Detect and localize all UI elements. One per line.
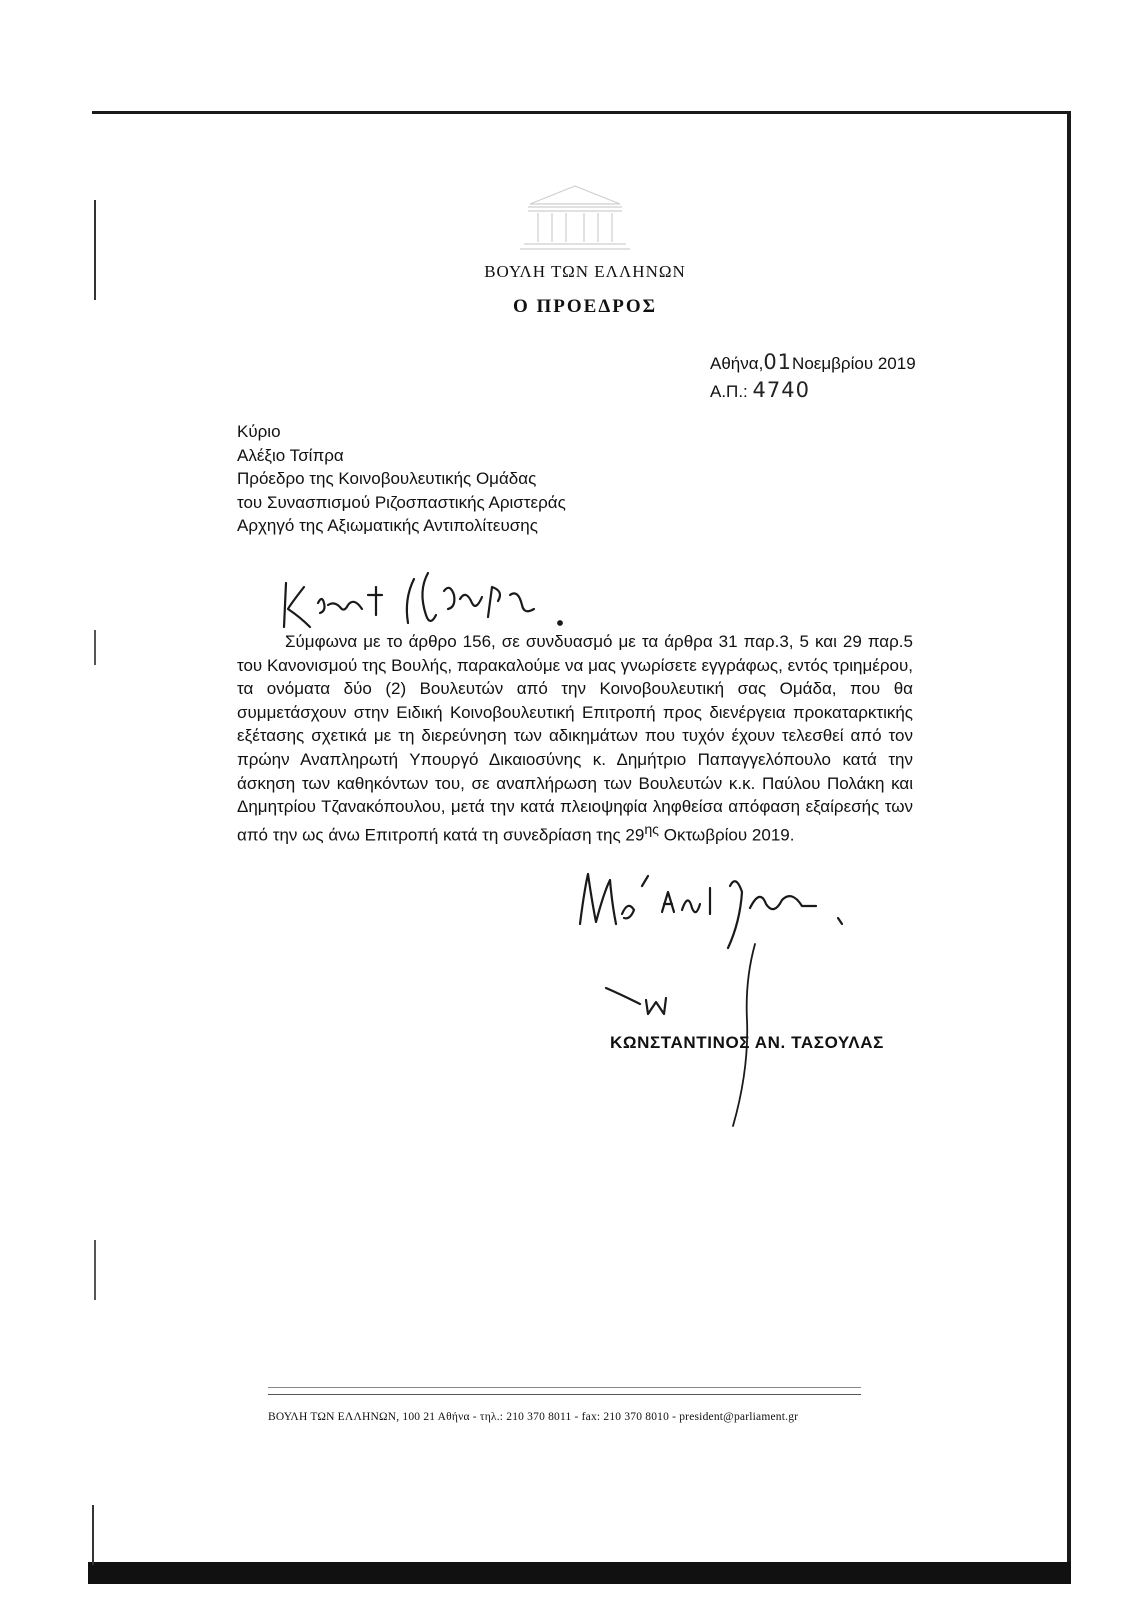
footer-rule	[268, 1387, 861, 1388]
recipient-line: Πρόεδρο της Κοινοβουλευτικής Ομάδας	[237, 469, 537, 488]
frame-left-mark	[94, 200, 96, 300]
date-line	[710, 350, 916, 374]
footer-contact: ΒΟΥΛΗ ΤΩΝ ΕΛΛΗΝΩΝ, 100 21 Αθήνα - τηλ.: 210 370 8011 - fax: 210 370 8010 - president@parliament.gr	[268, 1411, 799, 1423]
recipient-line: Αρχηγό της Αξιωματικής Αντιπολίτευσης	[237, 516, 538, 535]
handwritten-salutation	[278, 565, 608, 637]
signatory-name: ΚΩΝΣΤΑΝΤΙΝΟΣ ΑΝ. ΤΑΣΟΥΛΑΣ	[610, 1033, 884, 1052]
protocol-number-handwritten: 4740	[752, 378, 810, 402]
letterhead-org-name: ΒΟΥΛΗ ΤΩΝ ΕΛΛΗΝΩΝ	[484, 262, 686, 281]
protocol-line	[710, 378, 810, 402]
frame-left-mark	[94, 630, 96, 665]
frame-bottom-bar	[88, 1562, 1071, 1584]
date-prefix: Αθήνα,	[710, 354, 764, 373]
letter-body	[237, 630, 913, 847]
recipient-line: Κύριο	[237, 422, 281, 441]
protocol-label: Α.Π.:	[710, 382, 748, 401]
footer-rule	[268, 1394, 861, 1395]
frame-left-mark	[94, 1240, 96, 1300]
signature-initials-mark	[600, 980, 690, 1020]
date-rest: Νοεμβρίου 2019	[792, 354, 916, 373]
recipient-line: Αλέξιο Τσίπρα	[237, 445, 344, 465]
date-day-handwritten: 01	[763, 350, 793, 374]
letter-body-superscript: ης	[644, 821, 660, 838]
letter-body-main: Σύμφωνα με το άρθρο 156, σε συνδυασμό με τα άρθρα 31 παρ.3, 5 και 29 παρ.5 του Κανονισμού της Βουλής, παρακαλούμε να μας γνωρίσετε εγγράφως, εντός τριημέρου, τα ονόματα δύο (2) Βουλευτών από την Κοινοβουλευτική σας Ομάδα, που θα συμμετάσχουν στην Ειδική Κοινοβουλευτική Επιτροπή προς διενέργεια προκαταρκτικής εξέτασης σχετικά με τη διερεύνηση των αδικημάτων που τυχόν έχουν τελεσθεί από τον πρώην Αναπληρωτή Υπουργό Δικαιοσύνης κ. Δημήτριο Παπαγγελόπουλο κατά την άσκηση των καθηκόντων του, σε αναπλήρωση των Βουλευτών κ.κ. Παύλου Πολάκη και Δημητρίου Τζανακόπουλου, μετά την κατά πλειοψηφία ληφθείσα απόφαση εξαίρεσής των από την ως άνω Επιτροπή κατά τη συνεδρίαση της 29	[237, 632, 913, 845]
frame-left-mark	[92, 1505, 94, 1565]
letterhead-title: Ο ΠΡΟΕΔΡΟΣ	[512, 296, 658, 317]
frame-top-line	[92, 111, 1070, 114]
recipient-line: του Συνασπισμού Ριζοσπαστικής Αριστεράς	[237, 492, 566, 512]
handwritten-closing	[570, 862, 870, 952]
parliament-emblem-icon	[510, 180, 640, 254]
recipient-address	[237, 420, 566, 538]
letter-body-end: Οκτωβρίου 2019.	[659, 825, 795, 845]
signature-stroke	[725, 940, 765, 1130]
frame-right-line	[1067, 111, 1071, 1584]
